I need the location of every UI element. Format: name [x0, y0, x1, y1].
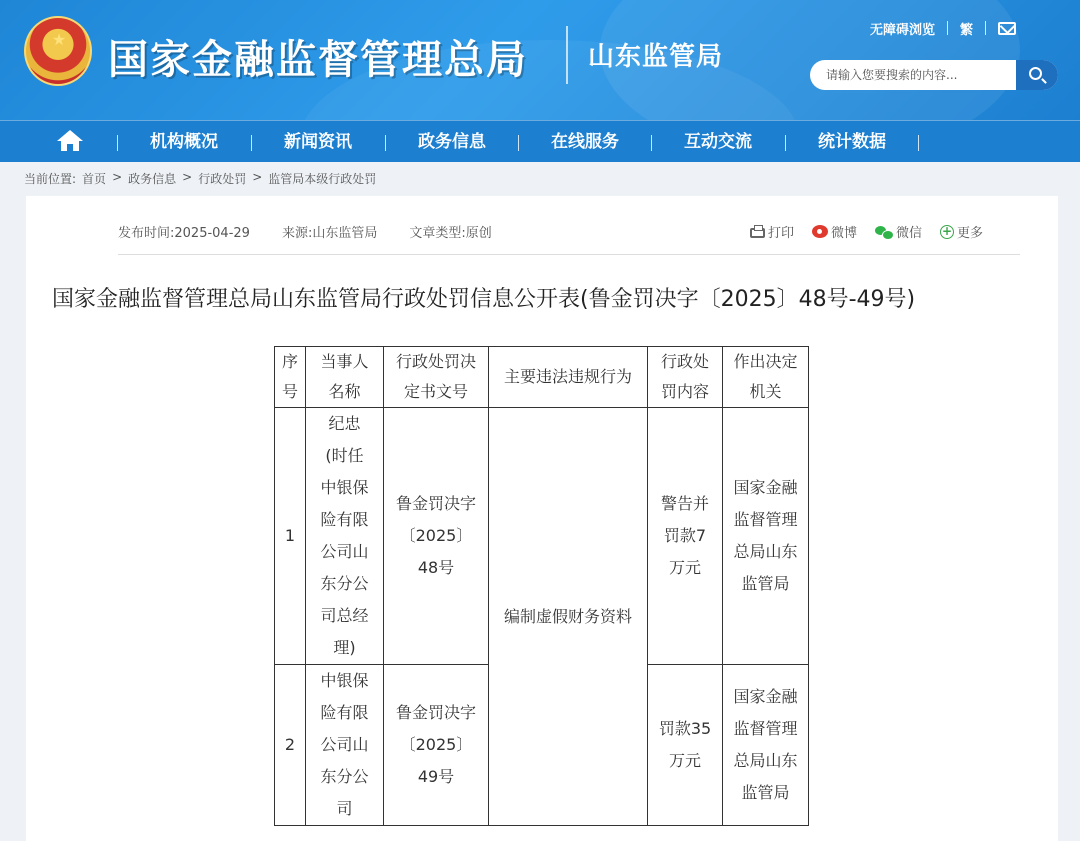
- weibo-icon: [812, 225, 828, 238]
- search-input[interactable]: [810, 60, 1016, 90]
- divider: [947, 21, 948, 35]
- nav-item-statistics[interactable]: 统计数据: [818, 132, 886, 152]
- nav-divider: [251, 135, 252, 151]
- search-icon: [1029, 67, 1042, 80]
- divider: [118, 254, 1020, 255]
- traditional-chinese-link[interactable]: 繁: [960, 22, 974, 38]
- nav-divider: [918, 135, 919, 151]
- share-wechat-button[interactable]: [875, 222, 922, 241]
- table-header-row: [275, 347, 809, 408]
- main-nav: [0, 120, 1080, 162]
- document-number: 鲁金罚决字 〔2025〕 49号: [384, 665, 489, 826]
- breadcrumb-penalties[interactable]: 行政处罚: [198, 172, 247, 186]
- wechat-label: 微信: [896, 226, 923, 241]
- article-meta: [118, 222, 492, 241]
- nav-divider: [385, 135, 386, 151]
- nav-divider: [117, 135, 118, 151]
- nav-item-interaction[interactable]: 互动交流: [684, 132, 752, 152]
- article-panel: [26, 196, 1058, 841]
- share-more-button[interactable]: [940, 222, 983, 241]
- breadcrumb-current[interactable]: 监管局本级行政处罚: [268, 172, 377, 186]
- header-divider: [566, 26, 568, 84]
- mail-icon[interactable]: [998, 22, 1016, 35]
- breadcrumb-separator: >: [112, 170, 123, 184]
- breadcrumb-label: 当前位置:: [24, 172, 77, 186]
- weibo-label: 微博: [831, 226, 858, 241]
- breadcrumb-separator: >: [182, 170, 193, 184]
- table-row: [275, 408, 809, 665]
- article-type: 文章类型:原创: [409, 226, 492, 241]
- article-title: 国家金融监督管理总局山东监管局行政处罚信息公开表(鲁金罚决字〔2025〕48号-49号): [52, 287, 916, 312]
- penalty-table: [274, 346, 809, 826]
- article-source: 来源:山东监管局: [281, 226, 378, 241]
- nav-item-online-service[interactable]: 在线服务: [551, 132, 619, 152]
- search-box: [810, 60, 1058, 90]
- row-index: 2: [275, 665, 306, 826]
- accessibility-link[interactable]: 无障碍浏览: [870, 22, 936, 38]
- top-links: [870, 18, 1016, 38]
- row-index: 1: [275, 408, 306, 665]
- divider: [985, 21, 986, 35]
- nav-divider: [785, 135, 786, 151]
- header-party: 当事人 名称: [306, 347, 384, 408]
- header-authority: 作出决定 机关: [723, 347, 809, 408]
- penalty-content: 警告并 罚款7 万元: [648, 408, 723, 665]
- nav-item-news[interactable]: 新闻资讯: [284, 132, 352, 152]
- nav-divider: [651, 135, 652, 151]
- deciding-authority: 国家金融 监督管理 总局山东 监管局: [723, 408, 809, 665]
- header-index: 序 号: [275, 347, 306, 408]
- header-violation: 主要违法违规行为: [489, 347, 648, 408]
- document-number: 鲁金罚决字 〔2025〕 48号: [384, 408, 489, 665]
- print-label: 打印: [768, 226, 795, 241]
- more-label: 更多: [957, 226, 984, 241]
- breadcrumb-home[interactable]: 首页: [82, 172, 107, 186]
- search-button[interactable]: [1016, 60, 1058, 90]
- header-penalty: 行政处 罚内容: [648, 347, 723, 408]
- header-document-number: 行政处罚决 定书文号: [384, 347, 489, 408]
- breadcrumb-separator: >: [252, 170, 263, 184]
- site-name[interactable]: 国家金融监督管理总局: [108, 36, 528, 83]
- penalty-content: 罚款35 万元: [648, 665, 723, 826]
- share-bar: [750, 222, 983, 241]
- home-icon[interactable]: [56, 130, 84, 154]
- breadcrumb-government-info[interactable]: 政务信息: [128, 172, 177, 186]
- print-icon: [750, 228, 765, 238]
- nav-item-government-info[interactable]: 政务信息: [418, 132, 486, 152]
- party-name: 中银保 险有限 公司山 东分公 司: [306, 665, 384, 826]
- national-emblem-icon[interactable]: ★: [24, 16, 92, 86]
- print-button[interactable]: [750, 222, 794, 241]
- nav-item-about[interactable]: 机构概况: [150, 132, 218, 152]
- publish-time: 发布时间:2025-04-29: [118, 226, 250, 241]
- wechat-icon: [875, 225, 893, 239]
- party-name: 纪忠 (时任 中银保 险有限 公司山 东分公 司总经 理): [306, 408, 384, 665]
- breadcrumb: [24, 170, 376, 188]
- deciding-authority: 国家金融 监督管理 总局山东 监管局: [723, 665, 809, 826]
- sub-site-name[interactable]: 山东监管局: [588, 42, 724, 72]
- plus-icon: +: [942, 223, 953, 238]
- violation: 编制虚假财务资料: [489, 408, 648, 826]
- site-header: [0, 0, 1080, 120]
- share-weibo-button[interactable]: [812, 222, 857, 241]
- nav-divider: [518, 135, 519, 151]
